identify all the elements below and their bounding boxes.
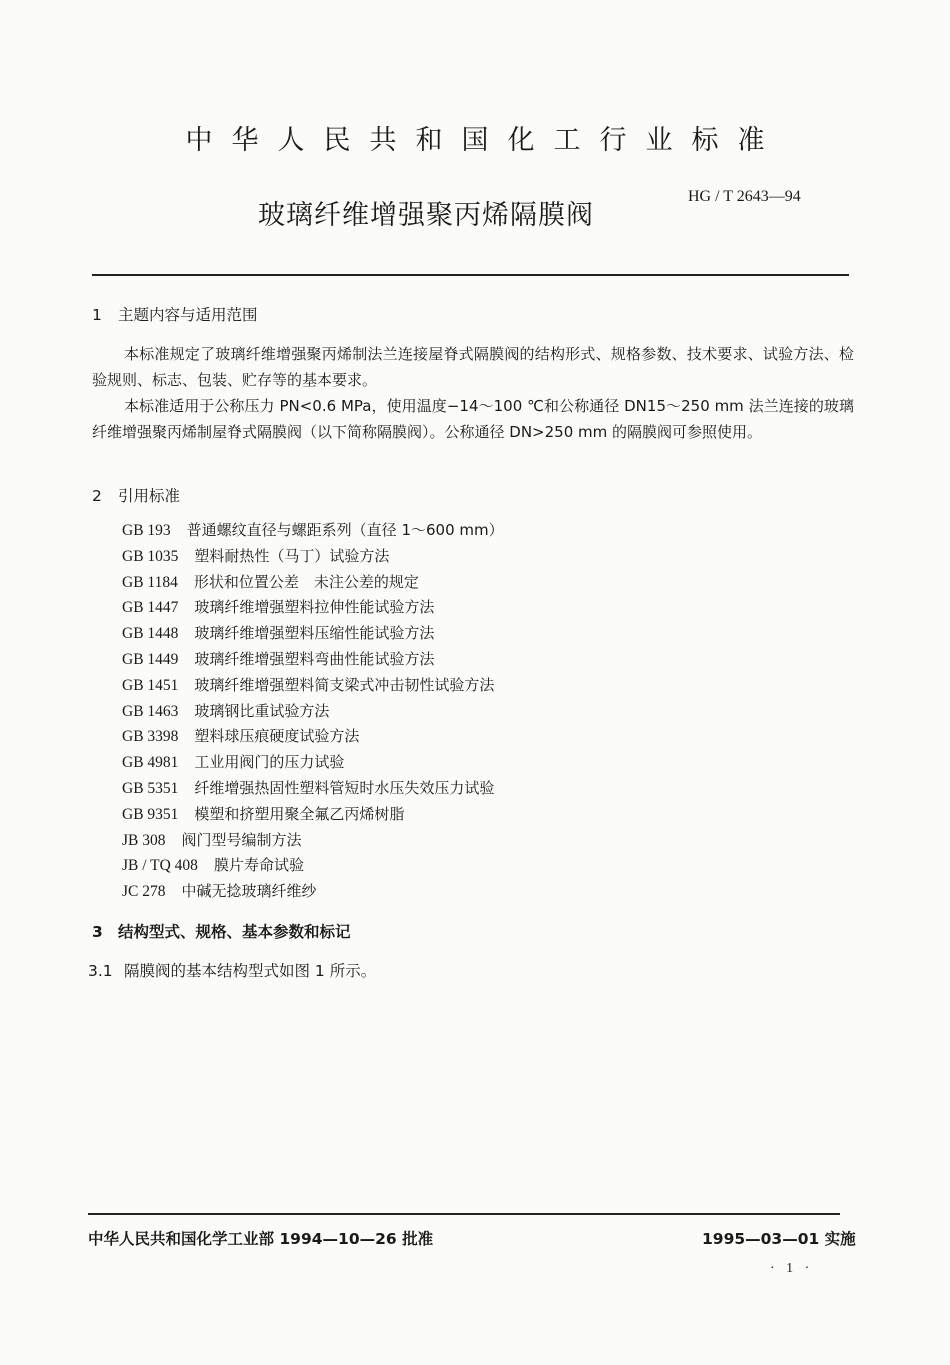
section-3-heading — [92, 920, 351, 942]
section-number: 3 — [92, 923, 103, 941]
reference-item — [122, 570, 504, 596]
page-number: · 1 · — [770, 1261, 814, 1276]
section-1-paragraph-1: 本标准规定了玻璃纤维增强聚丙烯制法兰连接屋脊式隔膜阀的结构形式、规格参数、技术要求、试验方法、检验规则、标志、包装、贮存等的基本要求。 — [92, 345, 854, 389]
reference-code: GB 9351 — [122, 805, 179, 823]
reference-item — [122, 828, 504, 854]
header-divider — [92, 274, 849, 276]
reference-code: GB 3398 — [122, 728, 179, 746]
reference-code: JC 278 — [122, 883, 166, 901]
reference-name: 工业用阀门的压力试验 — [194, 753, 345, 772]
reference-item — [122, 750, 504, 776]
subsection-number: 3.1 — [88, 962, 113, 980]
reference-code: GB 1448 — [122, 625, 179, 643]
reference-name: 玻璃纤维增强塑料简支梁式冲击韧性试验方法 — [194, 675, 495, 694]
standard-code: HG / T 2643—94 — [688, 188, 801, 205]
reference-name: 普通螺纹直径与螺距系列（直径 1～600 mm） — [186, 521, 504, 539]
reference-name: 纤维增强热固性塑料管短时水压失效压力试验 — [194, 778, 495, 797]
reference-code: GB 1184 — [122, 573, 178, 591]
reference-code: GB 1449 — [122, 650, 179, 668]
section-number: 1 — [92, 306, 102, 324]
reference-item — [122, 724, 504, 750]
reference-list — [122, 518, 504, 905]
subsection-text: 隔膜阀的基本结构型式如图 1 所示。 — [124, 962, 377, 980]
effective-date: 1995—03—01 实施 — [702, 1230, 856, 1248]
footer-divider — [88, 1213, 840, 1215]
standard-type-header: 中华人民共和国化工行业标准 — [185, 125, 784, 156]
reference-code: JB 308 — [122, 831, 166, 849]
reference-code: GB 1035 — [122, 547, 179, 565]
document-title: 玻璃纤维增强聚丙烯隔膜阀 — [258, 200, 594, 231]
reference-code: JB / TQ 408 — [122, 857, 198, 875]
reference-code: GB 1447 — [122, 599, 179, 617]
reference-code: GB 4981 — [122, 754, 179, 772]
reference-name: 形状和位置公差 未注公差的规定 — [193, 572, 419, 591]
section-2-heading — [92, 484, 180, 506]
reference-item — [122, 673, 504, 699]
approval-statement: 中华人民共和国化学工业部 1994—10—26 批准 — [88, 1230, 434, 1248]
reference-code: GB 193 — [122, 522, 171, 539]
reference-name: 玻璃纤维增强塑料弯曲性能试验方法 — [194, 649, 435, 668]
section-1-paragraph-2: 本标准适用于公称压力 PN<0.6 MPa，使用温度−14～100 ℃和公称通径 DN15～250 mm 法兰连接的玻璃纤维增强聚丙烯制屋脊式隔膜阀（以下简称隔膜阀）。公称通径 DN>250 mm 的隔膜阀可参照使用。 — [92, 397, 854, 441]
reference-item — [122, 595, 504, 621]
reference-name: 中碱无捻玻璃纤维纱 — [181, 882, 317, 901]
subsection-3-1 — [88, 959, 376, 981]
reference-item — [122, 647, 504, 673]
section-title: 主题内容与适用范围 — [118, 306, 258, 324]
section-1-heading — [92, 303, 258, 325]
reference-name: 玻璃钢比重试验方法 — [194, 701, 330, 720]
reference-name: 膜片寿命试验 — [213, 856, 304, 875]
section-title: 结构型式、规格、基本参数和标记 — [118, 923, 351, 941]
reference-name: 阀门型号编制方法 — [181, 830, 302, 849]
reference-name: 塑料耐热性（马丁）试验方法 — [194, 546, 390, 565]
reference-name: 塑料球压痕硬度试验方法 — [194, 727, 360, 746]
reference-item — [122, 621, 504, 647]
reference-code: GB 5351 — [122, 779, 179, 797]
reference-item — [122, 853, 504, 879]
section-title: 引用标准 — [118, 487, 181, 505]
reference-code: GB 1451 — [122, 676, 179, 694]
reference-name: 模塑和挤塑用聚全氟乙丙烯树脂 — [194, 804, 405, 823]
reference-item — [122, 699, 504, 725]
reference-name: 玻璃纤维增强塑料拉伸性能试验方法 — [194, 598, 435, 617]
reference-item — [122, 776, 504, 802]
reference-item — [122, 518, 504, 544]
reference-item — [122, 544, 504, 570]
reference-name: 玻璃纤维增强塑料压缩性能试验方法 — [194, 624, 435, 643]
section-number: 2 — [92, 487, 102, 505]
reference-code: GB 1463 — [122, 702, 179, 720]
reference-item — [122, 879, 504, 905]
reference-item — [122, 802, 504, 828]
